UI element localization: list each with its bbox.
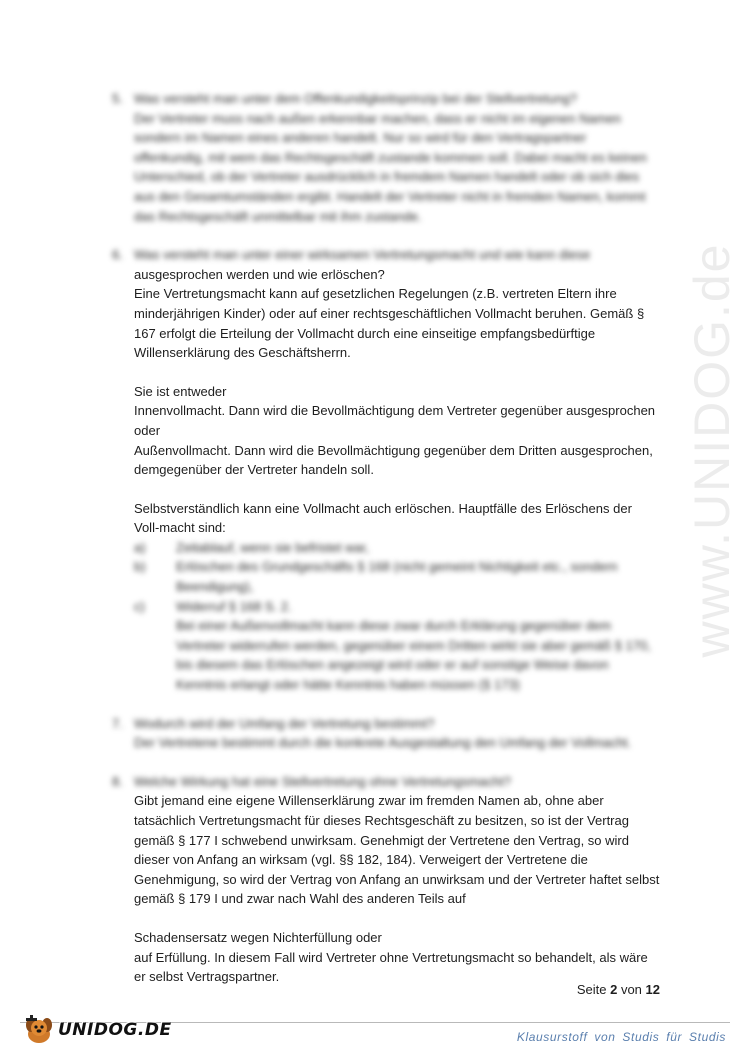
list-item: a) Zeitablauf, wenn sie befristet war, — [134, 539, 369, 555]
watermark: www.UNIDOG.de — [684, 242, 740, 658]
answer-line: Schadensersatz wegen Nichterfüllung oder — [134, 929, 382, 945]
answer-line: oder — [134, 422, 161, 438]
question-text: Wodurch wird der Umfang der Vertretung bestimmt? — [134, 715, 435, 731]
answer-text: Der Vertretene bestimmt durch die konkrete Ausgestaltung den Umfang der Vollmacht. — [134, 735, 632, 751]
list-item-continuation: Bei einer Außenvollmacht kann diese zwar durch Erklärung gegenüber dem Vertreter widerrufen werden, gegenüber einem Dritten wirkt sie aber gemäß § 170, bis diesem das Erlöschen angezeigt wird oder er auf sonstige Weise davon Kenntnis erlangt oder hätte Kenntnis haben müssen (§ 173) — [176, 618, 651, 693]
logo-text: UNIDOG.DE — [58, 1020, 172, 1040]
answer-line: Innenvollmacht. Dann wird die Bevollmächtigung dem Vertreter gegenüber ausgesprochen — [134, 403, 656, 419]
question-number: 8. — [112, 773, 123, 789]
question-7 — [112, 714, 660, 753]
question-number: 7. — [112, 715, 123, 731]
unidog-logo — [22, 1014, 172, 1046]
page-number: Seite 2 von 12 — [576, 982, 660, 997]
answer-line: auf Erfüllung. In diesem Fall wird Vertreter ohne Vertretungsmacht so behandelt, als wäre er selbst Vertragspartner. — [134, 949, 648, 985]
answer-paragraph: Eine Vertretungsmacht kann auf gesetzlichen Regelungen (z.B. vertreten Eltern ihre minderjährigen Kinder) oder auf einer rechtsgeschäftlichen Vollmacht beruhen. Gemäß § 167 erfolgt die Erteilung der Vollmacht durch eine einseitige empfangsbedürftige Willenserklärung des Geschäftsherrn. — [134, 286, 645, 361]
question-text: Was versteht man unter dem Offenkundigkeitsprinzip bei der Stellvertretung? — [134, 91, 577, 106]
answer-line: Sie ist entweder — [134, 383, 227, 399]
answer-paragraph: Selbstverständlich kann eine Vollmacht auch erlöschen. Hauptfälle des Erlöschens der Voll-macht sind: — [134, 500, 632, 536]
footer-tagline: Klausurstoff von Studis für Studis — [516, 1030, 726, 1044]
question-number: 5. — [112, 91, 123, 106]
question-5 — [112, 89, 660, 226]
question-number: 6. — [112, 247, 123, 263]
revocation-list — [112, 538, 660, 695]
page-content — [112, 89, 660, 987]
question-6 — [112, 245, 660, 538]
list-item: b) Erlöschen des Grundgeschäfts § 168 (nicht gemeint Nichtigkeit etc., sondern Beendigung), — [134, 559, 618, 595]
answer-line: Außenvollmacht. Dann wird die Bevollmächtigung gegenüber dem Dritten ausgesprochen, demgegenüber der Vertreter handeln soll. — [134, 442, 653, 478]
question-text: ausgesprochen werden und wie erlöschen? — [134, 266, 385, 282]
dog-icon — [22, 1014, 56, 1046]
question-text-blurred: Welche Wirkung hat eine Stellvertretung ohne Vertretungsmacht? — [134, 773, 511, 789]
list-item: c) Widerruf § 168 S. 2. — [134, 598, 292, 614]
question-8 — [112, 772, 660, 987]
answer-text: Der Vertreter muss nach außen erkennbar machen, dass er nicht im eigenen Namen sondern im Namen eines anderen handelt. Nur so wird für den Vertragspartner offenkundig, mit wem das Rechtsgeschäft zustande kommen soll. Dabei macht es keinen Unterschied, ob der Vertreter ausdrücklich in fremdem Namen handelt oder ob sich dies aus den Gesamtumständen ergibt. Handelt der Vertreter nicht in fremden Namen, kommt das Rechtsgeschäft unmittelbar mit ihm zustande. — [134, 110, 647, 224]
question-text-blurred: Was versteht man unter einer wirksamen Vertretungsmacht und wie kann diese — [134, 247, 591, 263]
answer-paragraph: Gibt jemand eine eigene Willenserklärung zwar im fremden Namen ab, ohne aber tatsächlich Vertretungsmacht für dieses Rechtsgeschäft zu besitzen, so ist der Vertrag gemäß § 177 I schwebend unwirksam. Genehmigt der Vertretene den Vertrag, so wird dieser von Anfang an wirksam (vgl. §§ 182, 184). Verweigert der Vertretene die Genehmigung, so wird der Vertrag von Anfang an unwirksam und der Vertreter haftet selbst gemäß § 179 I und zwar nach Wahl des anderen Teils auf — [134, 793, 660, 907]
